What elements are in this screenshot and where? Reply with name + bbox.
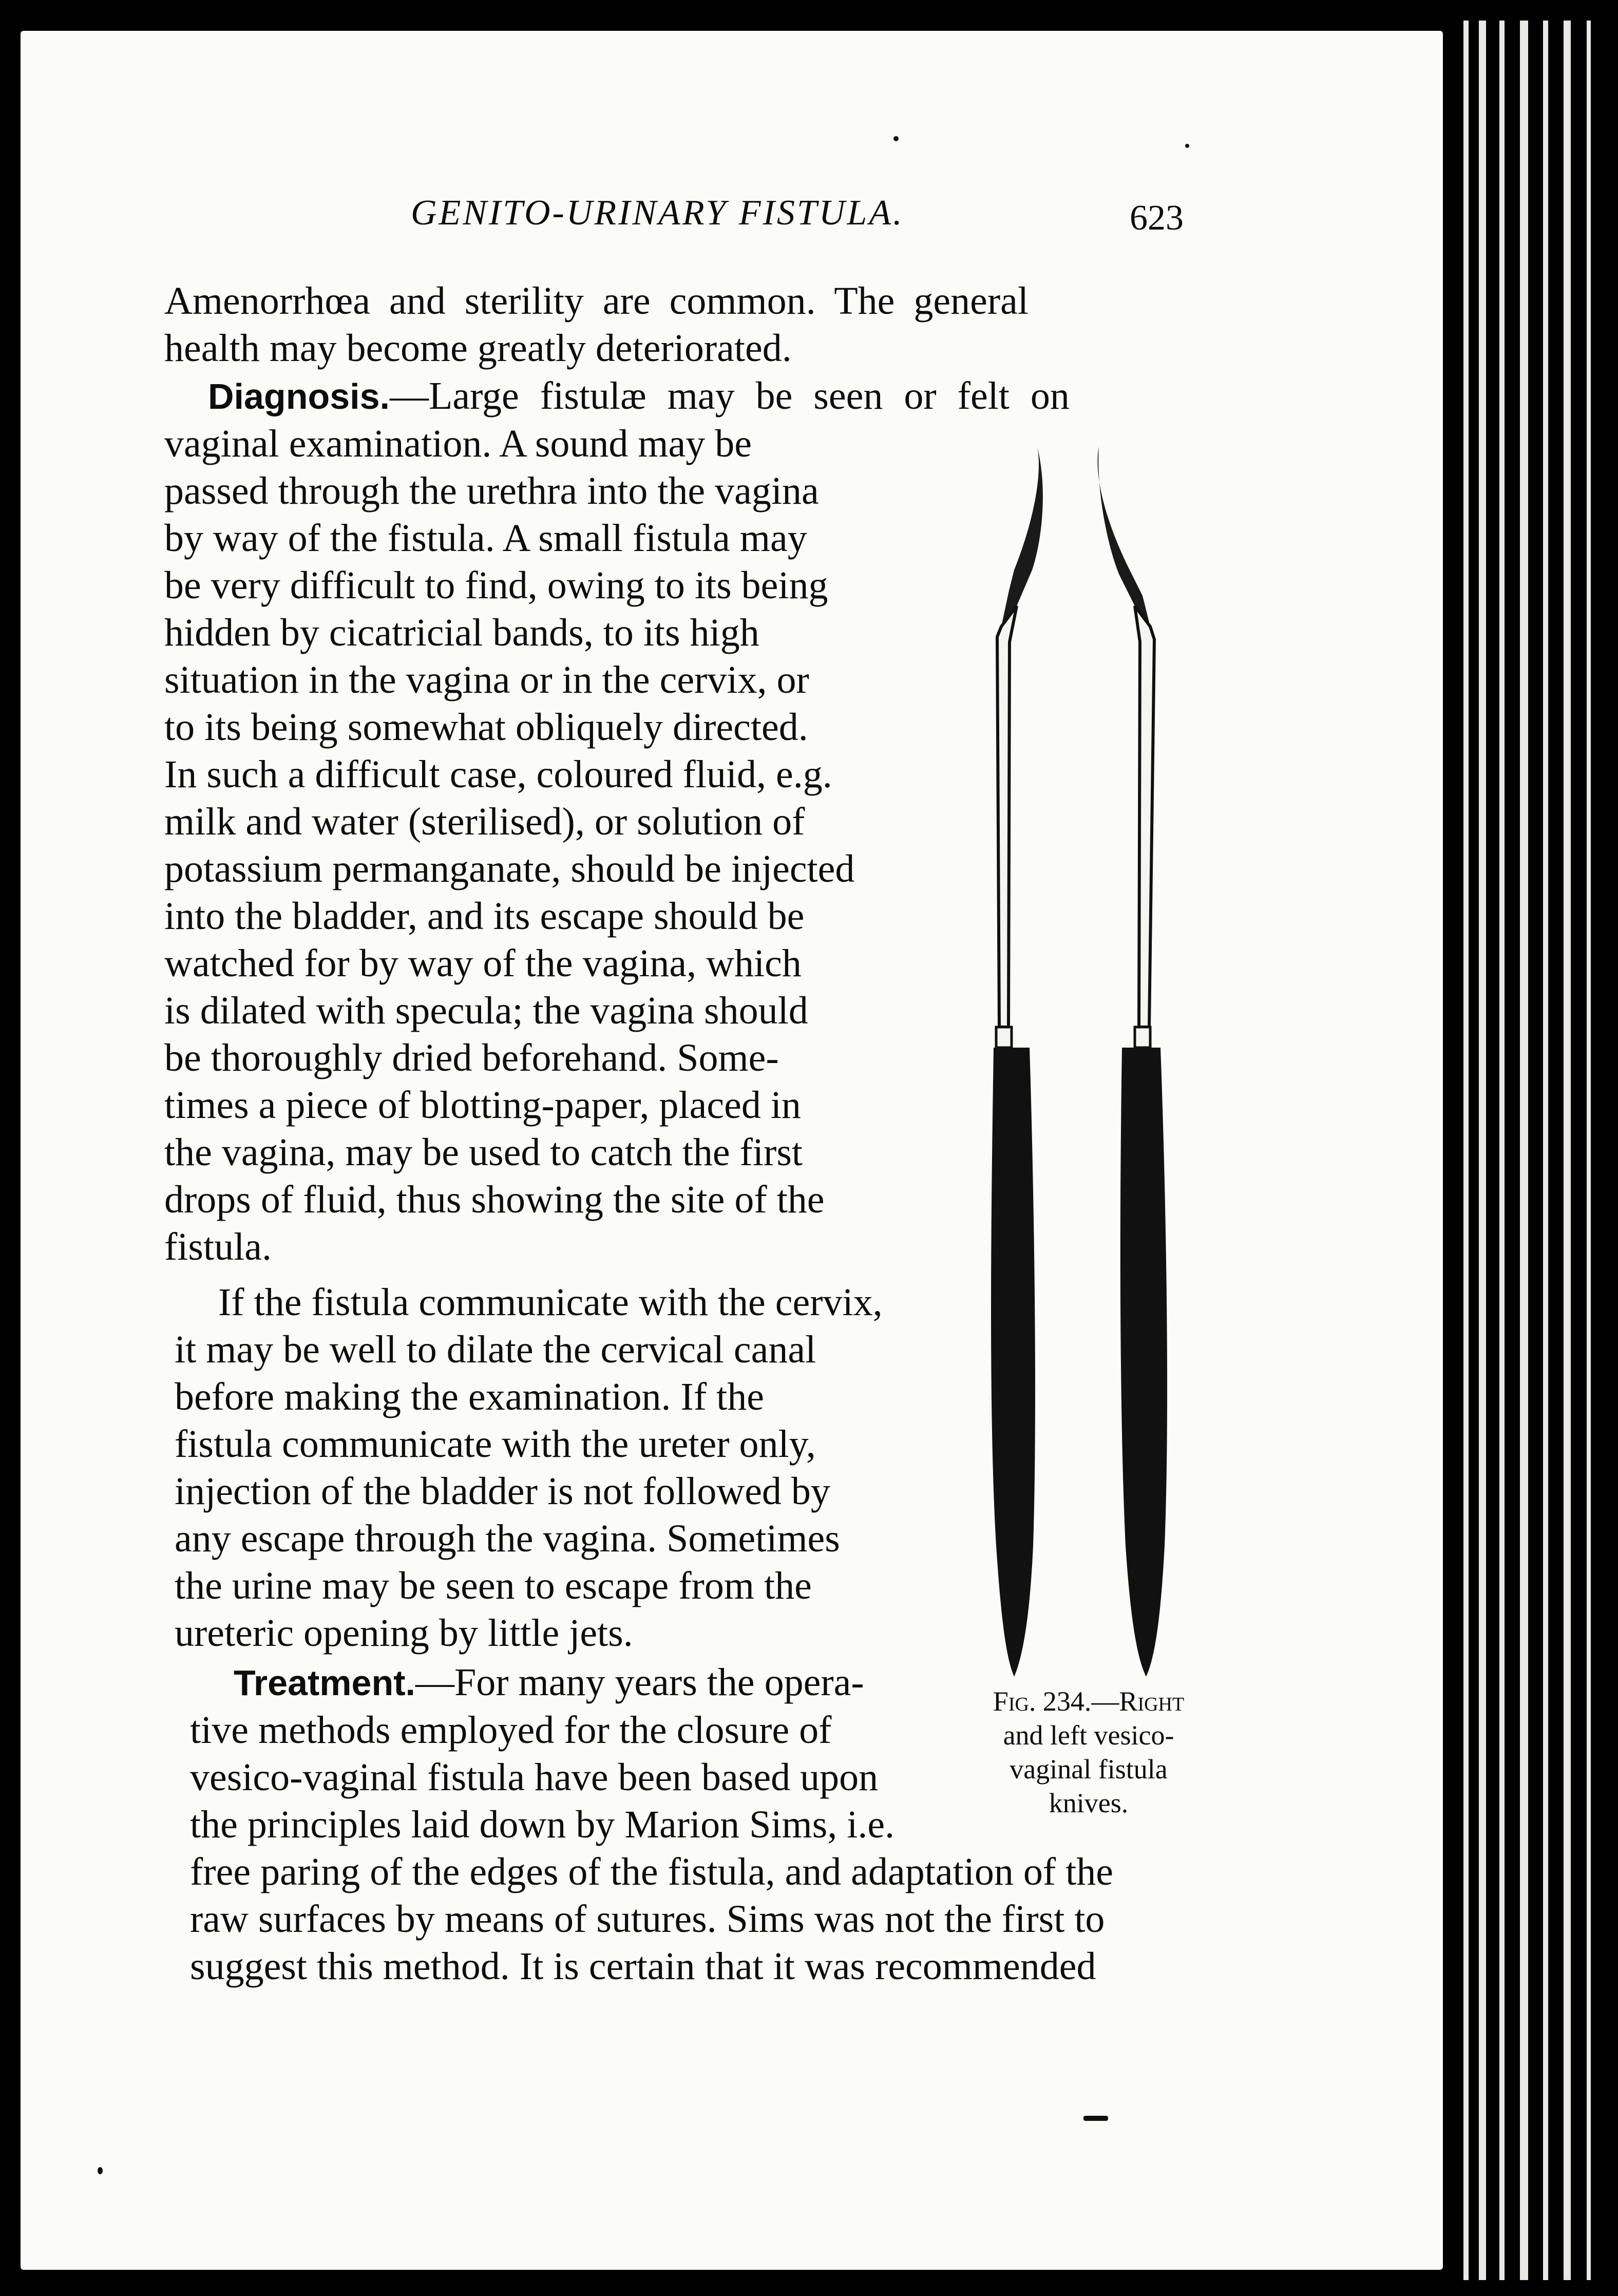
section-heading-treatment: Treatment. [234, 1663, 415, 1703]
text-line: vesico-vaginal fistula have been based upon [190, 1756, 879, 1799]
text-line: it may be well to dilate the cervical canal [175, 1328, 816, 1371]
paragraph-intro [164, 277, 1196, 372]
running-head: GENITO-URINARY FISTULA. [411, 193, 904, 233]
text-line: situation in the vagina or in the cervix, or [164, 658, 809, 701]
text-line: In such a difficult case, coloured fluid, e.g. [164, 753, 832, 796]
text-line: the vagina, may be used to catch the first [164, 1131, 803, 1174]
text-line: to its being somewhat obliquely directed. [164, 706, 808, 749]
right-knife-blade [1098, 447, 1151, 632]
text-line: the urine may be seen to escape from the [175, 1564, 812, 1607]
left-knife-illustration [991, 447, 1043, 1677]
text-line: raw surfaces by means of sutures. Sims was not the first to [190, 1897, 1105, 1941]
text-line: into the bladder, and its escape should be [164, 895, 805, 938]
scan-speck [98, 2167, 103, 2174]
paragraph-diagnosis [164, 372, 1070, 1270]
text-line: the principles laid down by Marion Sims, i.e. [190, 1803, 895, 1846]
text-line: drops of fluid, thus showing the site of the [164, 1178, 825, 1221]
text-line: watched for by way of the vagina, which [164, 942, 802, 985]
text-line: be thoroughly dried beforehand. Some- [164, 1036, 779, 1079]
figure-fistula-knives [965, 442, 1212, 1684]
text-line: Amenorrhœa and sterility are common. The general [164, 279, 1029, 322]
text-line: tive methods employed for the closure of [190, 1709, 832, 1752]
text-line: If the fistula communicate with the cervix, [218, 1281, 883, 1324]
text-line: any escape through the vagina. Sometimes [175, 1517, 840, 1560]
text-line: be very difficult to find, owing to its being [164, 564, 828, 607]
page-number: 623 [1130, 198, 1184, 238]
scan-speck [1185, 144, 1189, 148]
caption-line: knives. [1049, 1788, 1129, 1818]
figure-caption [965, 1684, 1212, 1820]
page-edges [1443, 21, 1607, 2280]
text-line: potassium permanganate, should be injected [164, 847, 855, 890]
text-line: times a piece of blotting-paper, placed in [164, 1084, 801, 1127]
text-line: milk and water (sterilised), or solution of [164, 800, 805, 843]
caption-line: and left vesico- [1003, 1720, 1174, 1751]
text-line: health may become greatly deteriorated. [164, 327, 792, 370]
scan-speck [1083, 2116, 1108, 2121]
caption-line: Fig. 234.—Right [993, 1686, 1185, 1717]
text-line: free paring of the edges of the fistula, and adaptation of the [190, 1850, 1113, 1893]
right-knife-illustration [1098, 447, 1168, 1677]
scan-speck [893, 136, 899, 141]
text-line: is dilated with specula; the vagina should [164, 989, 808, 1032]
section-heading-diagnosis: Diagnosis. [208, 376, 390, 416]
text-line: ureteric opening by little jets. [175, 1611, 633, 1655]
paragraph-cervix [175, 1279, 945, 1657]
text-line: —For many years the opera- [415, 1661, 864, 1704]
text-line: fistula. [164, 1225, 272, 1268]
left-knife-blade [1001, 447, 1043, 632]
text-line: suggest this method. It is certain that it was recommended [190, 1945, 1096, 1988]
text-line: passed through the urethra into the vagina [164, 469, 819, 513]
text-line: hidden by cicatricial bands, to its high [164, 611, 759, 654]
left-knife-handle [991, 1048, 1035, 1677]
text-line: —Large fistulæ may be seen or felt on [389, 374, 1070, 418]
text-line: by way of the fistula. A small fistula may [164, 517, 807, 560]
text-line: fistula communicate with the ureter only, [175, 1422, 816, 1466]
caption-line: vaginal fistula [1010, 1754, 1168, 1785]
right-knife-handle [1120, 1048, 1167, 1677]
text-line: before making the examination. If the [175, 1375, 765, 1418]
text-line: injection of the bladder is not followed by [175, 1470, 830, 1513]
text-line: vaginal examination. A sound may be [164, 422, 752, 465]
